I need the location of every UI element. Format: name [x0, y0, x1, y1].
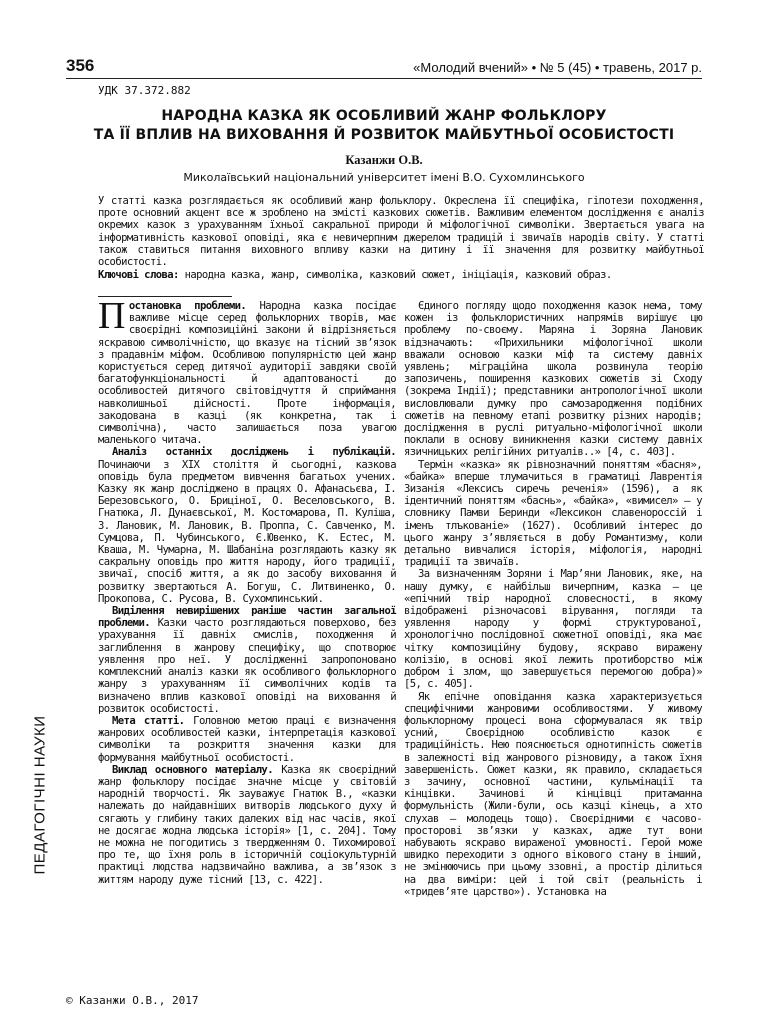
paragraph-definition: За визначенням Зоряни і Мар’яни Лановик, яке, на нашу думку, є найбільш вичерпним, казка – це «епічний твір народної словесності, в якому відображені різночасові вірування, погляди та уявлення народу у формі структурованої, хронологічно послідовної сюжетної оповіді, яка має чітку композиційну будову, яскраво виражену колізію, в основі якої лежить протиборство між добром і злом, що завершується перемогою добра)» [5, с. 405]. [404, 568, 702, 691]
text-analysis: Починаючи з XIX століття й сьогодні, казкова оповідь була предметом вивчення багатьох учених. Казку як жанр досліджено в працях О. Афанасьєва, І. Березовського, О. Бриціної, О. Веселовського, В. Гнатюка, Л. Дунаєвської, М. Костомарова, П. Куліша, З. Лановик, М. Лановик, В. Проппа, С. Савченко, М. Сумцова, П. Чубинського, Є.Ювенко, К. Естес, М. Кваша, М. Чумарна, М. Шабаніна розглядають казку як сакральну оповідь про життя народу, його традиції, звичаї, спосіб життя, а як до засобу виховання й розвитку звертаються А. Богуш, С. Литвиненко, О. Прокопова, С. Русова, В. Сухомлинський. [98, 458, 396, 605]
text-unresolved: Казки часто розглядаються поверхово, без урахування її давніх смислів, походження й заглиблення в жанрову специфіку, що спотворює уявлення про неї. У дослідженні запропоновано комплексний аналіз казки як особливого фольклорного жанру з урахуванням її символічних кодів та визначено вплив казкової оповіді на виховання й розвиток особистості. [98, 617, 396, 715]
heading-main: Виклад основного матеріалу. [112, 763, 273, 776]
running-head: «Молодий вчений» • № 5 (45) • травень, 2017 р. [413, 60, 702, 75]
right-column [404, 300, 702, 898]
paragraph-problem [98, 295, 396, 447]
title-line-1: НАРОДНА КАЗКА ЯК ОСОБЛИВИЙ ЖАНР ФОЛЬКЛОРУ [161, 108, 607, 124]
copyright: © Казанжи О.В., 2017 [66, 994, 199, 1007]
keywords [98, 269, 704, 281]
left-column [98, 295, 396, 886]
text-problem: Народна казка посідає важливе місце серед фольклорних творів, має своєрідні композиційні закони й відрізняється яскравою символічністю, що вказує на тісний зв’язок з прадавнім міфом. Особливою популярністю цей жанр користується серед дитячої аудиторії завдяки своїй багатофункціональності й адаптованості до особливостей дитячого світовідчуття й сприймання навколишньої дійсності. Проте інформація, закодована в казці (як конкретна, так і символічна), часто залишається поза увагою маленького читача. [98, 300, 396, 447]
title-line-2: ТА ЇЇ ВПЛИВ НА ВИХОВАННЯ Й РОЗВИТОК МАЙБУТНЬОЇ ОСОБИСТОСТІ [93, 127, 675, 143]
paragraph-goal [98, 715, 396, 764]
side-section-text: ПЕДАГОГІЧНІ НАУКИ [31, 715, 49, 875]
affiliation: Миколаївський національний університет імені В.О. Сухомлинського [183, 171, 585, 184]
abstract: У статті казка розглядається як особливий жанр фольклору. Окреслена її специфіка, гіпотези походження, проте основний акцент все ж зроблено на змісті казкових сюжетів. Важливим елементом дослідження є аналіз окремих казок з урахуванням їхньої сакральної природи й міфологічної символіки. Звертається увага на інформативність казкової оповіді, яка є невичерпним джерелом традицій і звичаїв народів світу. У статті також ставиться питання виховного впливу казки на дитину і її значення для розвитку майбутньої особистості. [98, 195, 704, 269]
paragraph-origin: Єдиного погляду щодо походження казок нема, тому кожен із фольклористичних напрямів вирішує цю проблему по-своєму. Маряна і Зоряна Лановик відзначають: «Прихильники міфологічної школи вважали основою казки міф та систему давніх уявлень; міграційна школа розвинула теорію запозичень, поширення казкових сюжетів зі Сходу (зокрема Індії); представники антропологічної школи висловлювали думку про самозародження подібних сюжетів на певному етапі розвитку різних народів; дослідження в руслі ритуально-міфологічної школи поклали в основу виникнення казки систему давніх язичницьких релігійних ритуалів..» [4, с. 403]. [404, 300, 702, 459]
article-title [66, 107, 702, 145]
paragraph-features: Як епічне оповідання казка характеризується специфічними жанровими особливостями. У живому фольклорному процесі вона сформувалася як твір усний, Своєрідною особливістю казок є традиційність. Нею пояснюється однотипність сюжетів в залежності від жанрового різновиду, а також їхня завершеність. Сюжет казки, як правило, складається з зачину, основної частини, кульмінації та кінцівки. Зачинові й кінцівці притаманна формульність (Жили-були, ось казці кінець, а хто слухав – молодець тощо). Своєрідними є часово-просторові зв’язки у казках, адже тут вони набувають яскраво вираженої умовності. Герой може швидко переходити з одного вікового стану в інший, не змінюючись при цьому ззовні, а простір ділиться на два виміри: цей і той світ (реальність і «тридев’яте царство»). Установка на [404, 690, 702, 898]
side-section-label [30, 700, 50, 890]
paragraph-unresolved [98, 605, 396, 715]
paragraph-main [98, 764, 396, 886]
page-number: 356 [66, 56, 95, 75]
paragraph-analysis [98, 446, 396, 605]
udc-code: УДК 37.372.882 [98, 84, 191, 97]
text-goal: Головною метою праці є визначення жанрових особливостей казки, інтерпретація казкової символіки та розкриття значення казки для формування майбутньої особистості. [98, 714, 396, 764]
keywords-text: народна казка, жанр, символіка, казковий сюжет, ініціація, казковий образ. [178, 269, 612, 281]
header-rule [66, 78, 702, 79]
paragraph-term: Термін «казка» як рівнозначний поняттям «басня», «байка» вперше тлумачиться в граматиці Лаврентія Зизанія «Лексисъ сиречь реченія» (1596), а як ідентичний поняттям «баснь», «байка», «вимисел» — у словнику Памви Беринди «Лексикон славенороссiй і iменъ тлъкованіе» (1627). Особливий інтерес до цього жанру з’являється в добу Романтизму, коли детально вивчалися історія, міфологія, народні традиції та звичаїв. [404, 458, 702, 569]
heading-unresolved: Виділення невирішених раніше частин загальної проблеми. [98, 605, 396, 630]
drop-cap: П [98, 295, 125, 337]
heading-goal: Мета статті. [112, 714, 185, 727]
keywords-label: Ключові слова: [98, 269, 179, 281]
heading-analysis: Аналіз останніх досліджень і публікацій. [112, 446, 396, 459]
author: Казанжи О.В. [345, 153, 423, 167]
heading-problem: остановка проблеми. [128, 300, 247, 312]
text-main: Казка як своєрідний жанр фольклору посідає значне місце у світовій народній творчості. Як зауважує Гнатюк В., «казки належать до найдавніших витворів людського духу й сягають у глибину таких далеких від нас часів, якої не досягає жодна людська історія» [1, с. 204]. Тому не можна не погодитись з твердженням О. Тихомирової про те, що їхня роль в історичній соціокультурній практиці людства надзвичайно важлива, а зв’язок з життям народу дуже тісний [13, с. 422]. [98, 763, 396, 886]
